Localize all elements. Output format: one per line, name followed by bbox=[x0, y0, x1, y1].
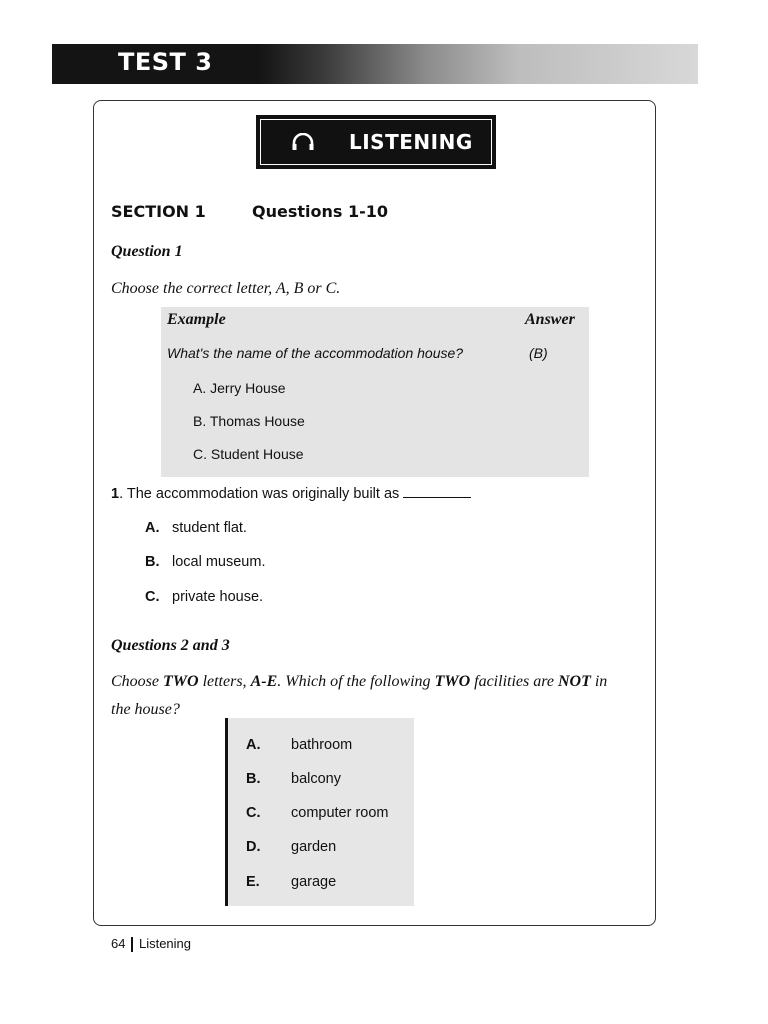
facility-text: bathroom bbox=[291, 737, 353, 753]
questions23-instruction-line2: the house? bbox=[111, 701, 180, 718]
option-text: local museum. bbox=[172, 554, 266, 570]
facility-letter: E. bbox=[246, 874, 260, 890]
facility-letter: D. bbox=[246, 839, 261, 855]
facility-item bbox=[246, 805, 389, 821]
listening-banner bbox=[256, 115, 496, 169]
header-band bbox=[52, 44, 698, 84]
question1-stem: . The accommodation was originally built as bbox=[119, 486, 400, 502]
option-b bbox=[145, 554, 265, 570]
example-answer: (B) bbox=[529, 345, 548, 361]
example-question: What's the name of the accommodation house? bbox=[167, 345, 464, 361]
footer-divider bbox=[131, 937, 133, 952]
facility-item bbox=[246, 771, 341, 787]
test-title: TEST 3 bbox=[118, 48, 213, 76]
facility-text: garage bbox=[291, 874, 337, 890]
question1-number: 1 bbox=[111, 486, 120, 502]
section-label: SECTION 1 bbox=[111, 202, 206, 221]
question1-heading: Question 1 bbox=[111, 243, 183, 260]
example-option: B. Thomas House bbox=[193, 413, 305, 429]
page-number: 64 bbox=[111, 936, 126, 951]
option-letter: B. bbox=[145, 554, 160, 570]
page-footer bbox=[111, 936, 191, 952]
answer-blank bbox=[403, 485, 471, 498]
listening-label: LISTENING bbox=[349, 130, 473, 154]
question1-text bbox=[111, 485, 471, 502]
questions23-instruction: Choose TWO letters, A-E. Which of the following TWO facilities are NOT in bbox=[111, 673, 608, 690]
facilities-list bbox=[225, 718, 414, 906]
questions23-heading: Questions 2 and 3 bbox=[111, 637, 230, 654]
facility-item bbox=[246, 839, 336, 855]
facility-text: garden bbox=[291, 839, 337, 855]
option-c bbox=[145, 589, 263, 605]
example-box bbox=[161, 307, 589, 477]
facility-text: balcony bbox=[291, 771, 341, 787]
question1-instruction: Choose the correct letter, A, B or C. bbox=[111, 280, 341, 297]
facility-letter: C. bbox=[246, 805, 261, 821]
example-label: Example bbox=[167, 311, 226, 328]
facility-item bbox=[246, 874, 336, 890]
facility-letter: B. bbox=[246, 771, 261, 787]
headphones-icon bbox=[291, 133, 315, 151]
option-a bbox=[145, 520, 247, 536]
questions-range: Questions 1-10 bbox=[252, 202, 389, 221]
facility-item bbox=[246, 737, 352, 753]
example-option: A. Jerry House bbox=[193, 380, 286, 396]
option-letter: A. bbox=[145, 520, 160, 536]
option-text: student flat. bbox=[172, 520, 247, 536]
facility-letter: A. bbox=[246, 737, 261, 753]
footer-label: Listening bbox=[138, 936, 192, 951]
answer-label: Answer bbox=[525, 311, 575, 328]
facility-text: computer room bbox=[291, 805, 389, 821]
example-option: C. Student House bbox=[193, 446, 304, 462]
option-text: private house. bbox=[172, 589, 264, 605]
option-letter: C. bbox=[145, 589, 160, 605]
